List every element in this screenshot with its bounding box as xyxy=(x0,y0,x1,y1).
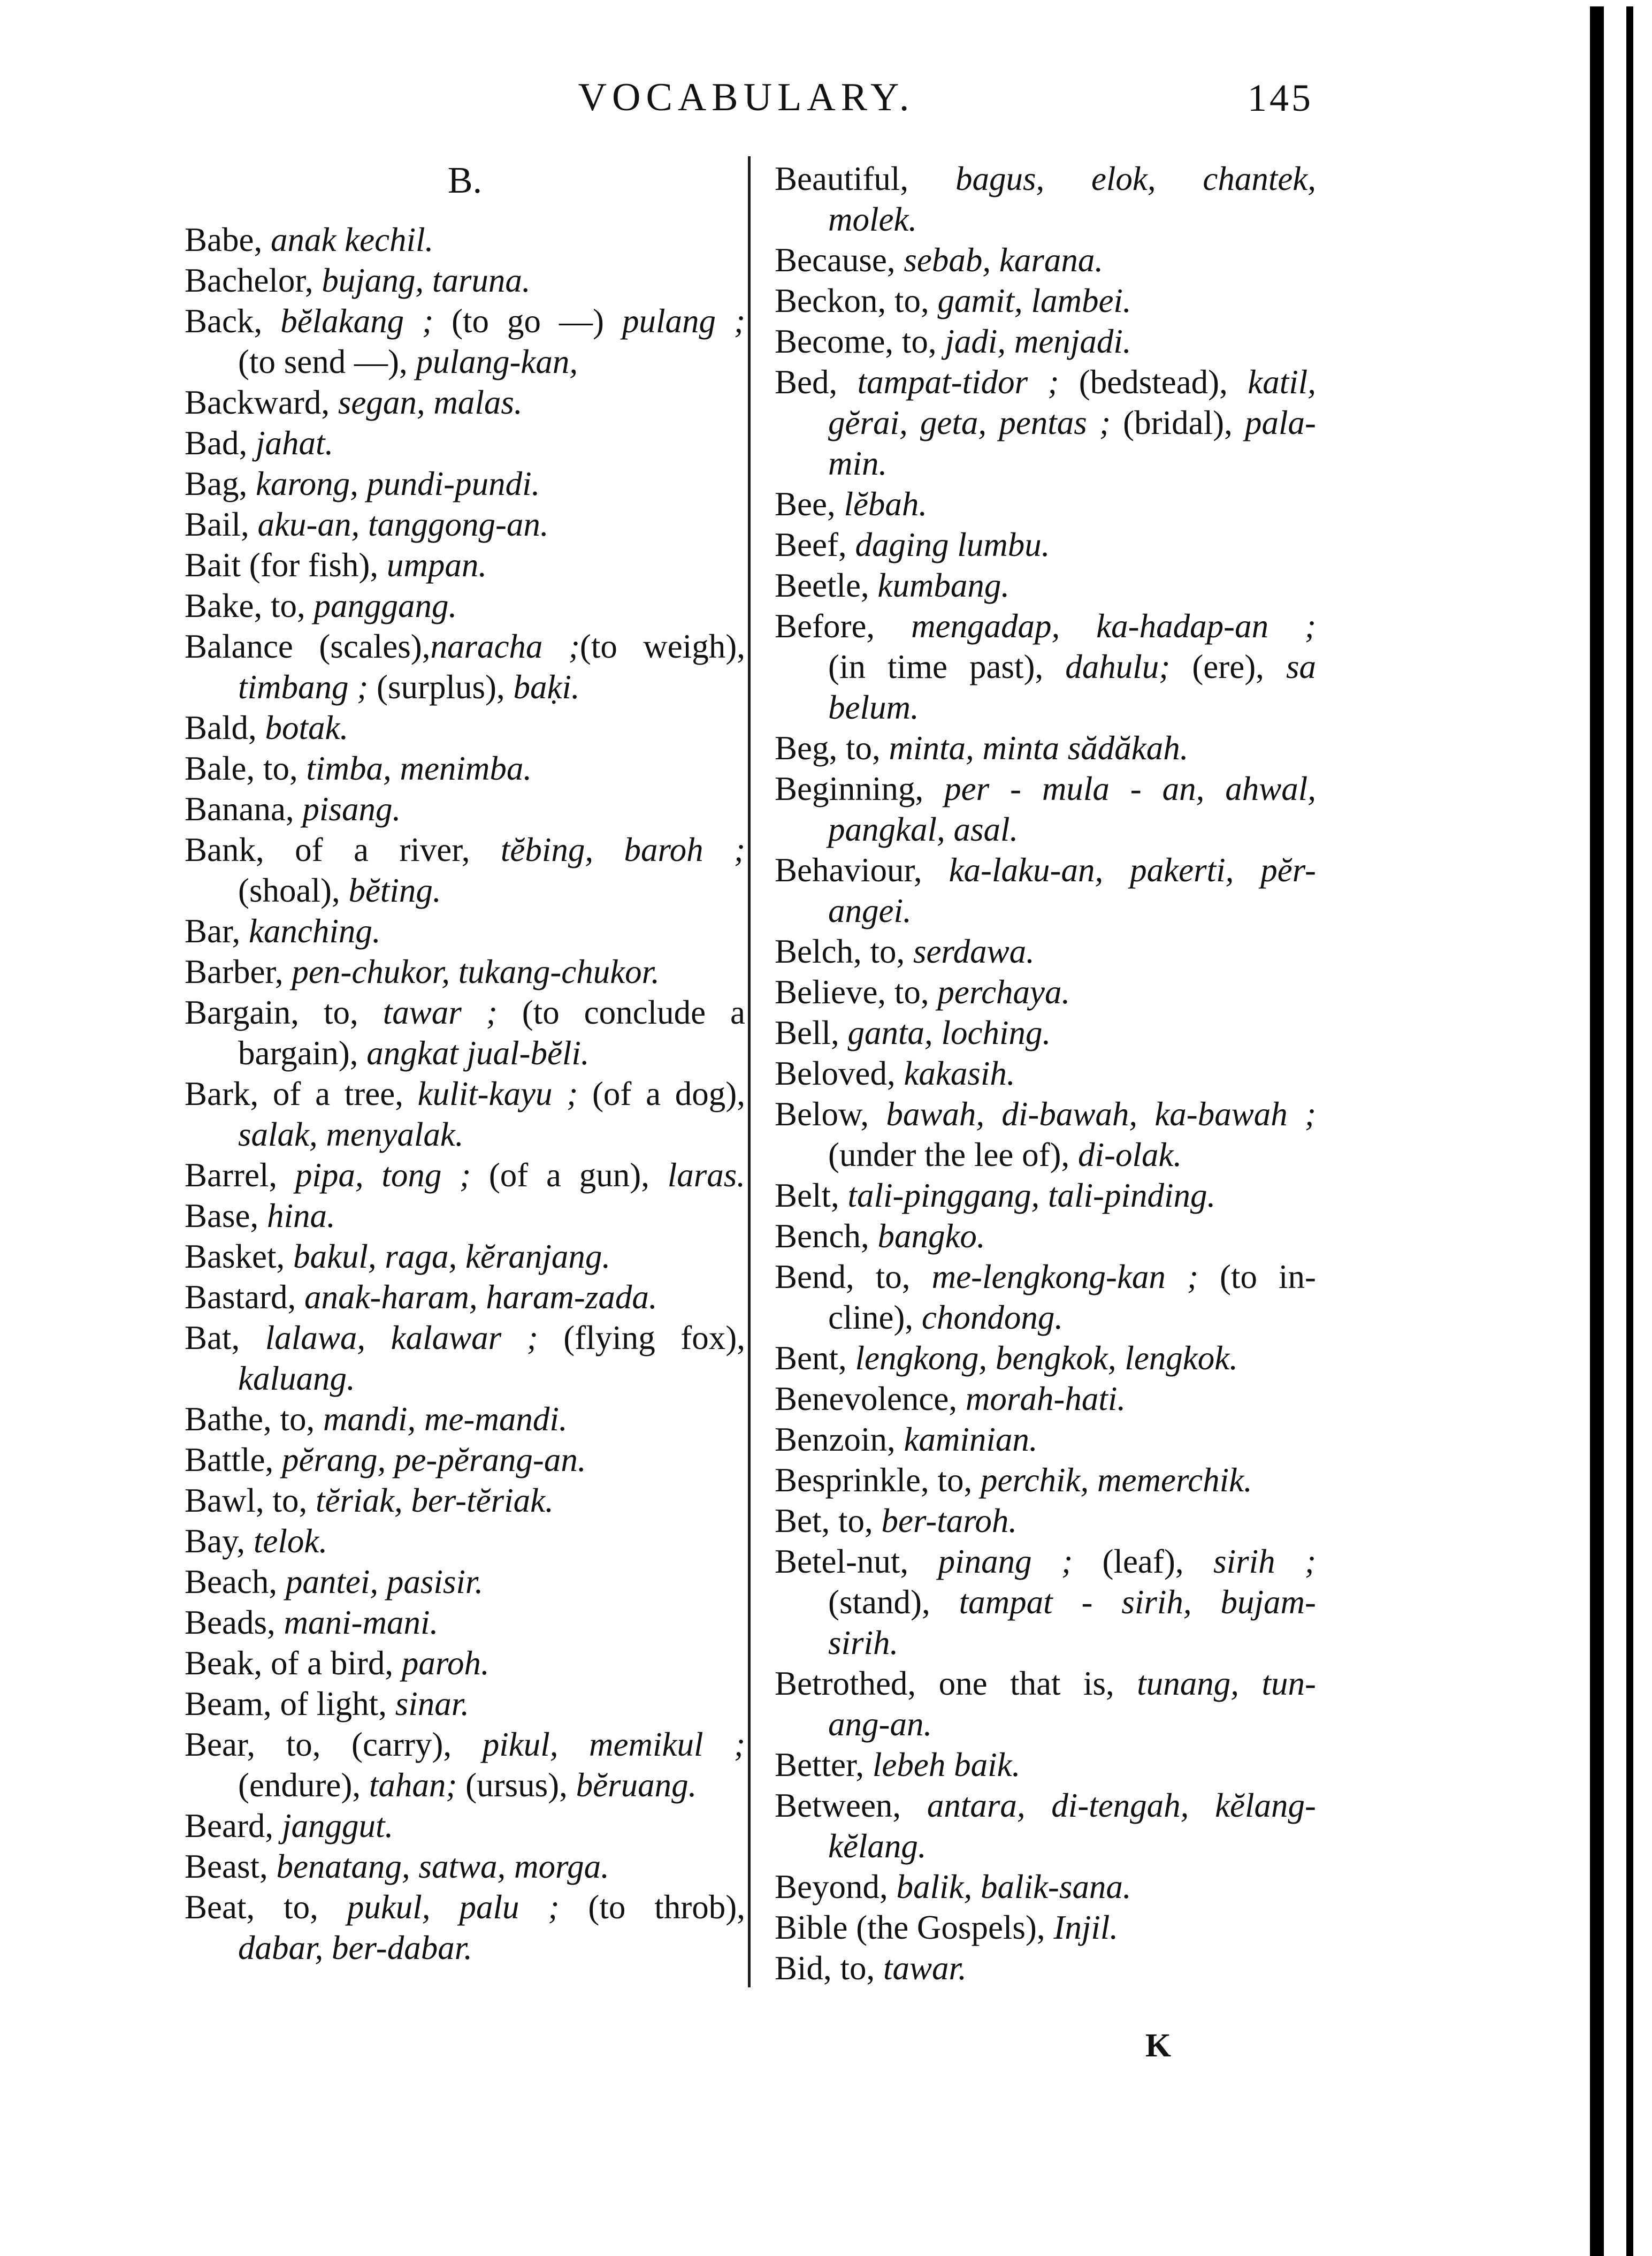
english-term: Babe, xyxy=(185,221,271,258)
entry-line xyxy=(775,1866,1316,1907)
english-term: Bastard, xyxy=(185,1278,304,1316)
malay-term: kanching. xyxy=(248,912,381,950)
entry-line xyxy=(775,158,1316,199)
malay-term: tahan; xyxy=(369,1766,466,1804)
english-term: Bee, xyxy=(775,485,844,523)
printer-signature-mark: K xyxy=(1145,2028,1172,2064)
malay-term: pala- xyxy=(1245,404,1316,441)
english-term: Beckon, to, xyxy=(775,282,938,319)
english-term: Beyond, xyxy=(775,1868,897,1906)
english-term: Betrothed, one that is, xyxy=(775,1665,1137,1702)
entry-line xyxy=(775,524,1316,565)
entry-line xyxy=(775,809,1316,850)
malay-term: pulang ; xyxy=(622,302,745,340)
malay-term: katil, xyxy=(1248,363,1316,401)
english-term: Bag, xyxy=(185,465,256,502)
entry-line xyxy=(775,1134,1316,1175)
entry-line xyxy=(185,1317,745,1358)
entry-line xyxy=(185,1927,745,1968)
malay-term: anak-haram, haram-zada. xyxy=(304,1278,657,1316)
malay-term: bawah, di-bawah, ka-bawah ; xyxy=(886,1095,1316,1133)
entry-line xyxy=(185,1033,745,1073)
english-term: (to go —) xyxy=(452,302,623,340)
malay-term: gĕrai, geta, pentas ; xyxy=(828,404,1123,441)
entry-line xyxy=(185,1155,745,1195)
entry-line xyxy=(775,1744,1316,1785)
entry-line xyxy=(775,1419,1316,1460)
english-term: Bake, to, xyxy=(185,587,314,624)
page-edge-scan-band xyxy=(1590,6,1604,2256)
entry-line xyxy=(775,1622,1316,1663)
english-term: (to in- xyxy=(1219,1258,1316,1295)
malay-term: lebeh baik. xyxy=(872,1746,1021,1784)
malay-term: panggang. xyxy=(313,587,457,624)
malay-term: di-olak. xyxy=(1078,1136,1182,1173)
english-term: Beach, xyxy=(185,1563,286,1600)
malay-term: paroh. xyxy=(401,1644,490,1682)
malay-term: karong, pundi-pundi. xyxy=(255,465,540,502)
entry-line xyxy=(775,1907,1316,1948)
entry-line xyxy=(185,992,745,1033)
english-term: (shoal), xyxy=(238,872,349,909)
english-term: Betel-nut, xyxy=(775,1543,938,1580)
english-term: Bent, xyxy=(775,1339,855,1377)
english-term: Backward, xyxy=(185,384,338,421)
english-term: Beloved, xyxy=(775,1055,904,1092)
entry-line xyxy=(185,1073,745,1114)
malay-term: aku-an, tanggong-an. xyxy=(257,506,549,543)
malay-term: kakasih. xyxy=(904,1055,1015,1092)
entry-line xyxy=(775,1338,1316,1378)
malay-term: botak. xyxy=(265,709,349,746)
entry-line xyxy=(185,1561,745,1602)
english-term: Banana, xyxy=(185,790,303,828)
malay-term: belum. xyxy=(828,689,919,726)
english-term: (of a dog), xyxy=(592,1075,746,1112)
malay-term: bujang, taruna. xyxy=(322,262,531,299)
entry-line xyxy=(775,850,1316,890)
malay-term: telok. xyxy=(253,1522,328,1560)
entry-line xyxy=(775,972,1316,1012)
malay-term: timba, menimba. xyxy=(306,750,532,787)
entry-line xyxy=(775,1094,1316,1134)
entry-line xyxy=(775,728,1316,768)
malay-term: dabar, ber-dabar. xyxy=(238,1929,473,1967)
entry-line xyxy=(775,1785,1316,1826)
malay-term: pukul, palu ; xyxy=(347,1888,588,1926)
english-term: Bawl, to, xyxy=(185,1482,316,1519)
malay-term: lalawa, kalawar ; xyxy=(265,1319,564,1356)
entry-line xyxy=(185,1114,745,1155)
english-term: Better, xyxy=(775,1746,873,1784)
malay-term: perchik, memerchik. xyxy=(980,1461,1252,1499)
malay-term: perchaya. xyxy=(937,973,1070,1011)
entry-line xyxy=(185,870,745,911)
english-term: Bait (for fish), xyxy=(185,546,387,584)
entry-line xyxy=(185,1643,745,1683)
malay-term: anak kechil. xyxy=(270,221,434,258)
entry-line xyxy=(185,1439,745,1480)
entry-line xyxy=(775,1378,1316,1419)
english-term: Beginning, xyxy=(775,770,945,807)
malay-term: tunang, tun- xyxy=(1137,1665,1316,1702)
english-term: Bear, to, (carry), xyxy=(185,1726,483,1763)
entry-line xyxy=(775,1500,1316,1541)
malay-term: tĕbing, baroh ; xyxy=(500,831,745,868)
english-term: Beat, to, xyxy=(185,1888,347,1926)
english-term: Bachelor, xyxy=(185,262,322,299)
entry-line xyxy=(185,789,745,829)
english-term: cline), xyxy=(828,1299,922,1336)
english-term: Bale, to, xyxy=(185,750,307,787)
english-term: Basket, xyxy=(185,1238,293,1275)
entry-line xyxy=(185,748,745,789)
malay-term: bangko. xyxy=(877,1217,985,1255)
entry-line xyxy=(185,1846,745,1887)
english-term: bargain), xyxy=(238,1034,367,1072)
english-term: (endure), xyxy=(238,1766,369,1804)
english-term: Behaviour, xyxy=(775,851,949,889)
english-term: (flying fox), xyxy=(563,1319,745,1356)
english-term: Bald, xyxy=(185,709,265,746)
entry-line xyxy=(185,707,745,748)
malay-term: tawar. xyxy=(883,1949,967,1987)
entry-line xyxy=(185,545,745,585)
malay-term: per - mula - an, ahwal, xyxy=(944,770,1316,807)
english-term: (to conclude a xyxy=(522,994,745,1031)
malay-term: sebab, karana. xyxy=(904,241,1104,279)
entry-line xyxy=(775,606,1316,646)
malay-term: ang-an. xyxy=(828,1705,932,1743)
section-heading: B. xyxy=(447,160,483,201)
malay-term: pikul, memikul ; xyxy=(482,1726,746,1763)
entry-line xyxy=(775,1256,1316,1297)
malay-term: jahat. xyxy=(255,424,334,462)
english-term: Beautiful, xyxy=(775,160,955,197)
english-term: Bargain, to, xyxy=(185,994,383,1031)
english-term: Bathe, to, xyxy=(185,1400,323,1438)
entry-line xyxy=(185,667,745,707)
entry-line xyxy=(185,1521,745,1561)
malay-term: kaminian. xyxy=(904,1421,1038,1458)
entry-line xyxy=(185,1236,745,1277)
english-term: Become, to, xyxy=(775,323,945,360)
malay-term: kumbang. xyxy=(877,567,1010,604)
malay-term: minta, minta sădăkah. xyxy=(889,729,1189,767)
english-term: Bay, xyxy=(185,1522,254,1560)
entry-line xyxy=(775,1704,1316,1744)
english-term: Beak, of a bird, xyxy=(185,1644,402,1682)
malay-term: sa xyxy=(1286,648,1316,685)
column-divider-rule xyxy=(748,156,751,1987)
malay-term: tampat - sirih, bujam- xyxy=(959,1583,1316,1621)
entry-line xyxy=(185,1683,745,1724)
malay-term: hina. xyxy=(266,1197,335,1234)
malay-term: janggut. xyxy=(281,1807,394,1845)
malay-term: naracha ; xyxy=(430,628,580,665)
entry-line xyxy=(775,362,1316,402)
malay-term: pinang ; xyxy=(938,1543,1103,1580)
entry-line xyxy=(775,280,1316,321)
malay-term: bagus, elok, chantek, xyxy=(955,160,1317,197)
malay-term: sirih ; xyxy=(1213,1543,1317,1580)
english-term: Bend, to, xyxy=(775,1258,932,1295)
entry-line xyxy=(775,687,1316,728)
malay-term: mandi, me-mandi. xyxy=(323,1400,568,1438)
entry-line xyxy=(185,1277,745,1317)
malay-term: balik, balik-sana. xyxy=(896,1868,1131,1906)
english-term: Bar, xyxy=(185,912,249,950)
entry-line xyxy=(775,1826,1316,1866)
malay-term: Injil. xyxy=(1053,1909,1119,1946)
english-term: (in time past), xyxy=(828,648,1066,685)
malay-term: ganta, loching. xyxy=(847,1014,1051,1051)
english-term: Bed, xyxy=(775,363,858,401)
malay-term: chondong. xyxy=(921,1299,1064,1336)
entry-line xyxy=(775,321,1316,362)
entry-line xyxy=(775,1663,1316,1704)
english-term: (surplus), xyxy=(376,668,514,706)
entry-line xyxy=(775,1216,1316,1256)
entry-line xyxy=(185,585,745,626)
english-term: Below, xyxy=(775,1095,886,1133)
english-term: Beetle, xyxy=(775,567,878,604)
malay-term: antara, di-tengah, kĕlang- xyxy=(927,1787,1316,1824)
malay-term: min. xyxy=(828,445,888,482)
malay-term: jadi, menjadi. xyxy=(945,323,1131,360)
entry-line xyxy=(775,1582,1316,1622)
malay-term: kulit-kayu ; xyxy=(417,1075,592,1112)
english-term: Bark, of a tree, xyxy=(185,1075,418,1112)
entry-line xyxy=(775,1297,1316,1338)
english-term: Bell, xyxy=(775,1014,848,1051)
malay-term: angei. xyxy=(828,892,912,929)
entry-line xyxy=(185,1887,745,1927)
malay-term: dahulu; xyxy=(1065,648,1192,685)
english-term: (to weigh), xyxy=(579,628,745,665)
english-term: Base, xyxy=(185,1197,267,1234)
english-term: Benzoin, xyxy=(775,1421,904,1458)
malay-term: timbang ; xyxy=(238,668,377,706)
malay-term: gamit, lambei. xyxy=(937,282,1131,319)
malay-term: pulang-kan, xyxy=(416,343,578,380)
english-term: Between, xyxy=(775,1787,927,1824)
entry-line xyxy=(775,484,1316,524)
english-term: Bat, xyxy=(185,1319,265,1356)
page-number: 145 xyxy=(1248,77,1313,119)
entry-line xyxy=(185,1602,745,1643)
english-term: Balance (scales), xyxy=(185,628,431,665)
english-term: Bench, xyxy=(775,1217,878,1255)
entry-line xyxy=(185,1724,745,1765)
english-term: Bet, to, xyxy=(775,1502,882,1539)
right-column xyxy=(775,158,1316,1988)
entry-line xyxy=(185,626,745,667)
entry-line xyxy=(185,911,745,951)
malay-term: laras. xyxy=(667,1156,745,1194)
malay-term: pen-chukor, tukang-chukor. xyxy=(292,953,660,990)
entry-line xyxy=(775,1460,1316,1500)
malay-term: bĕruang. xyxy=(576,1766,697,1804)
entry-line xyxy=(185,1358,745,1399)
entry-line xyxy=(775,565,1316,606)
english-term: Beard, xyxy=(185,1807,282,1845)
entry-line xyxy=(775,890,1316,931)
malay-term: segan, malas. xyxy=(338,384,523,421)
entry-line xyxy=(775,1053,1316,1094)
entry-line xyxy=(775,199,1316,240)
page-title: VOCABULARY. xyxy=(578,75,915,119)
english-term: Bad, xyxy=(185,424,256,462)
english-term: (to throb), xyxy=(588,1888,746,1926)
entry-line xyxy=(775,402,1316,443)
entry-line xyxy=(775,1012,1316,1053)
malay-term: ka-laku-an, pakerti, pĕr- xyxy=(949,851,1316,889)
malay-term: tawar ; xyxy=(383,994,522,1031)
english-term: (leaf), xyxy=(1102,1543,1214,1580)
malay-term: lengkong, bengkok, lengkok. xyxy=(855,1339,1238,1377)
entry-line xyxy=(185,423,745,463)
english-term: (to send —), xyxy=(238,343,416,380)
english-term: (bedstead), xyxy=(1079,363,1248,401)
malay-term: pipa, tong ; xyxy=(295,1156,489,1194)
malay-term: kaluang. xyxy=(238,1360,355,1397)
malay-term: molek. xyxy=(828,201,917,238)
english-term: Beg, to, xyxy=(775,729,889,767)
entry-line xyxy=(185,301,745,341)
malay-term: tĕriak, ber-tĕriak. xyxy=(316,1482,554,1519)
malay-term: pĕrang, pe-pĕrang-an. xyxy=(281,1441,586,1478)
english-term: Believe, to, xyxy=(775,973,938,1011)
entry-line xyxy=(185,1399,745,1439)
malay-term: mengadap, ka-hadap-an ; xyxy=(911,607,1316,645)
english-term: Beef, xyxy=(775,526,855,563)
english-term: (bridal), xyxy=(1123,404,1245,441)
entry-line xyxy=(775,1541,1316,1582)
entry-line xyxy=(775,1175,1316,1216)
entry-line xyxy=(185,341,745,382)
english-term: Battle, xyxy=(185,1441,282,1478)
malay-term: pantei, pasisir. xyxy=(285,1563,484,1600)
english-term: (stand), xyxy=(828,1583,959,1621)
english-term: (ere), xyxy=(1192,648,1286,685)
malay-term: sinar. xyxy=(395,1685,470,1723)
english-term: Beast, xyxy=(185,1848,277,1885)
entry-line xyxy=(185,463,745,504)
entry-line xyxy=(185,1765,745,1805)
malay-term: ber-taroh. xyxy=(881,1502,1018,1539)
entry-line xyxy=(775,240,1316,280)
malay-term: pangkal, asal. xyxy=(828,811,1019,848)
english-term: Because, xyxy=(775,241,904,279)
english-term: (ursus), xyxy=(465,1766,576,1804)
entry-line xyxy=(775,768,1316,809)
malay-term: serdawa. xyxy=(913,933,1035,970)
malay-term: benatang, satwa, morga. xyxy=(276,1848,609,1885)
english-term: (of a gun), xyxy=(488,1156,668,1194)
english-term: Benevolence, xyxy=(775,1380,966,1417)
entry-line xyxy=(185,951,745,992)
english-term: Bail, xyxy=(185,506,258,543)
entry-line xyxy=(185,382,745,423)
english-term: Barrel, xyxy=(185,1156,295,1194)
malay-term: baḳi. xyxy=(513,668,580,706)
malay-term: morah-hati. xyxy=(965,1380,1126,1417)
page-edge-scan-band-outer xyxy=(1626,6,1633,2256)
malay-term: bĕting. xyxy=(348,872,441,909)
entry-line xyxy=(775,443,1316,484)
english-term: Back, xyxy=(185,302,281,340)
malay-term: bĕlakang ; xyxy=(280,302,452,340)
english-term: Beam, of light, xyxy=(185,1685,395,1723)
malay-term: sirih. xyxy=(828,1624,899,1661)
entry-line xyxy=(185,1195,745,1236)
malay-term: pisang. xyxy=(302,790,401,828)
english-term: Bid, to, xyxy=(775,1949,884,1987)
english-term: Beads, xyxy=(185,1604,284,1641)
english-term: Belch, to, xyxy=(775,933,913,970)
english-term: Besprinkle, to, xyxy=(775,1461,981,1499)
malay-term: bakul, raga, kĕranjang. xyxy=(293,1238,611,1275)
english-term: Belt, xyxy=(775,1177,848,1214)
malay-term: tampat-tidor ; xyxy=(857,363,1079,401)
english-term: Bible (the Gospels), xyxy=(775,1909,1054,1946)
malay-term: mani-mani. xyxy=(284,1604,439,1641)
entry-line xyxy=(185,1805,745,1846)
malay-term: angkat jual-bĕli. xyxy=(366,1034,590,1072)
malay-term: salak, menyalak. xyxy=(238,1116,464,1153)
entry-line xyxy=(185,504,745,545)
left-column xyxy=(185,161,745,1968)
malay-term: me-lengkong-kan ; xyxy=(931,1258,1220,1295)
entry-line xyxy=(185,1480,745,1521)
english-term: (under the lee of), xyxy=(828,1136,1079,1173)
english-term: Bank, of a river, xyxy=(185,831,501,868)
malay-term: daging lumbu. xyxy=(855,526,1050,563)
malay-term: lĕbah. xyxy=(844,485,928,523)
entry-line xyxy=(775,931,1316,972)
malay-term: kĕlang. xyxy=(828,1827,927,1865)
entry-line xyxy=(185,219,745,260)
english-term: Before, xyxy=(775,607,912,645)
entry-line xyxy=(775,646,1316,687)
entry-line xyxy=(185,260,745,301)
english-term: Barber, xyxy=(185,953,292,990)
malay-term: tali-pinggang, tali-pinding. xyxy=(847,1177,1216,1214)
entry-line xyxy=(185,829,745,870)
malay-term: umpan. xyxy=(386,546,487,584)
entry-line xyxy=(775,1948,1316,1988)
